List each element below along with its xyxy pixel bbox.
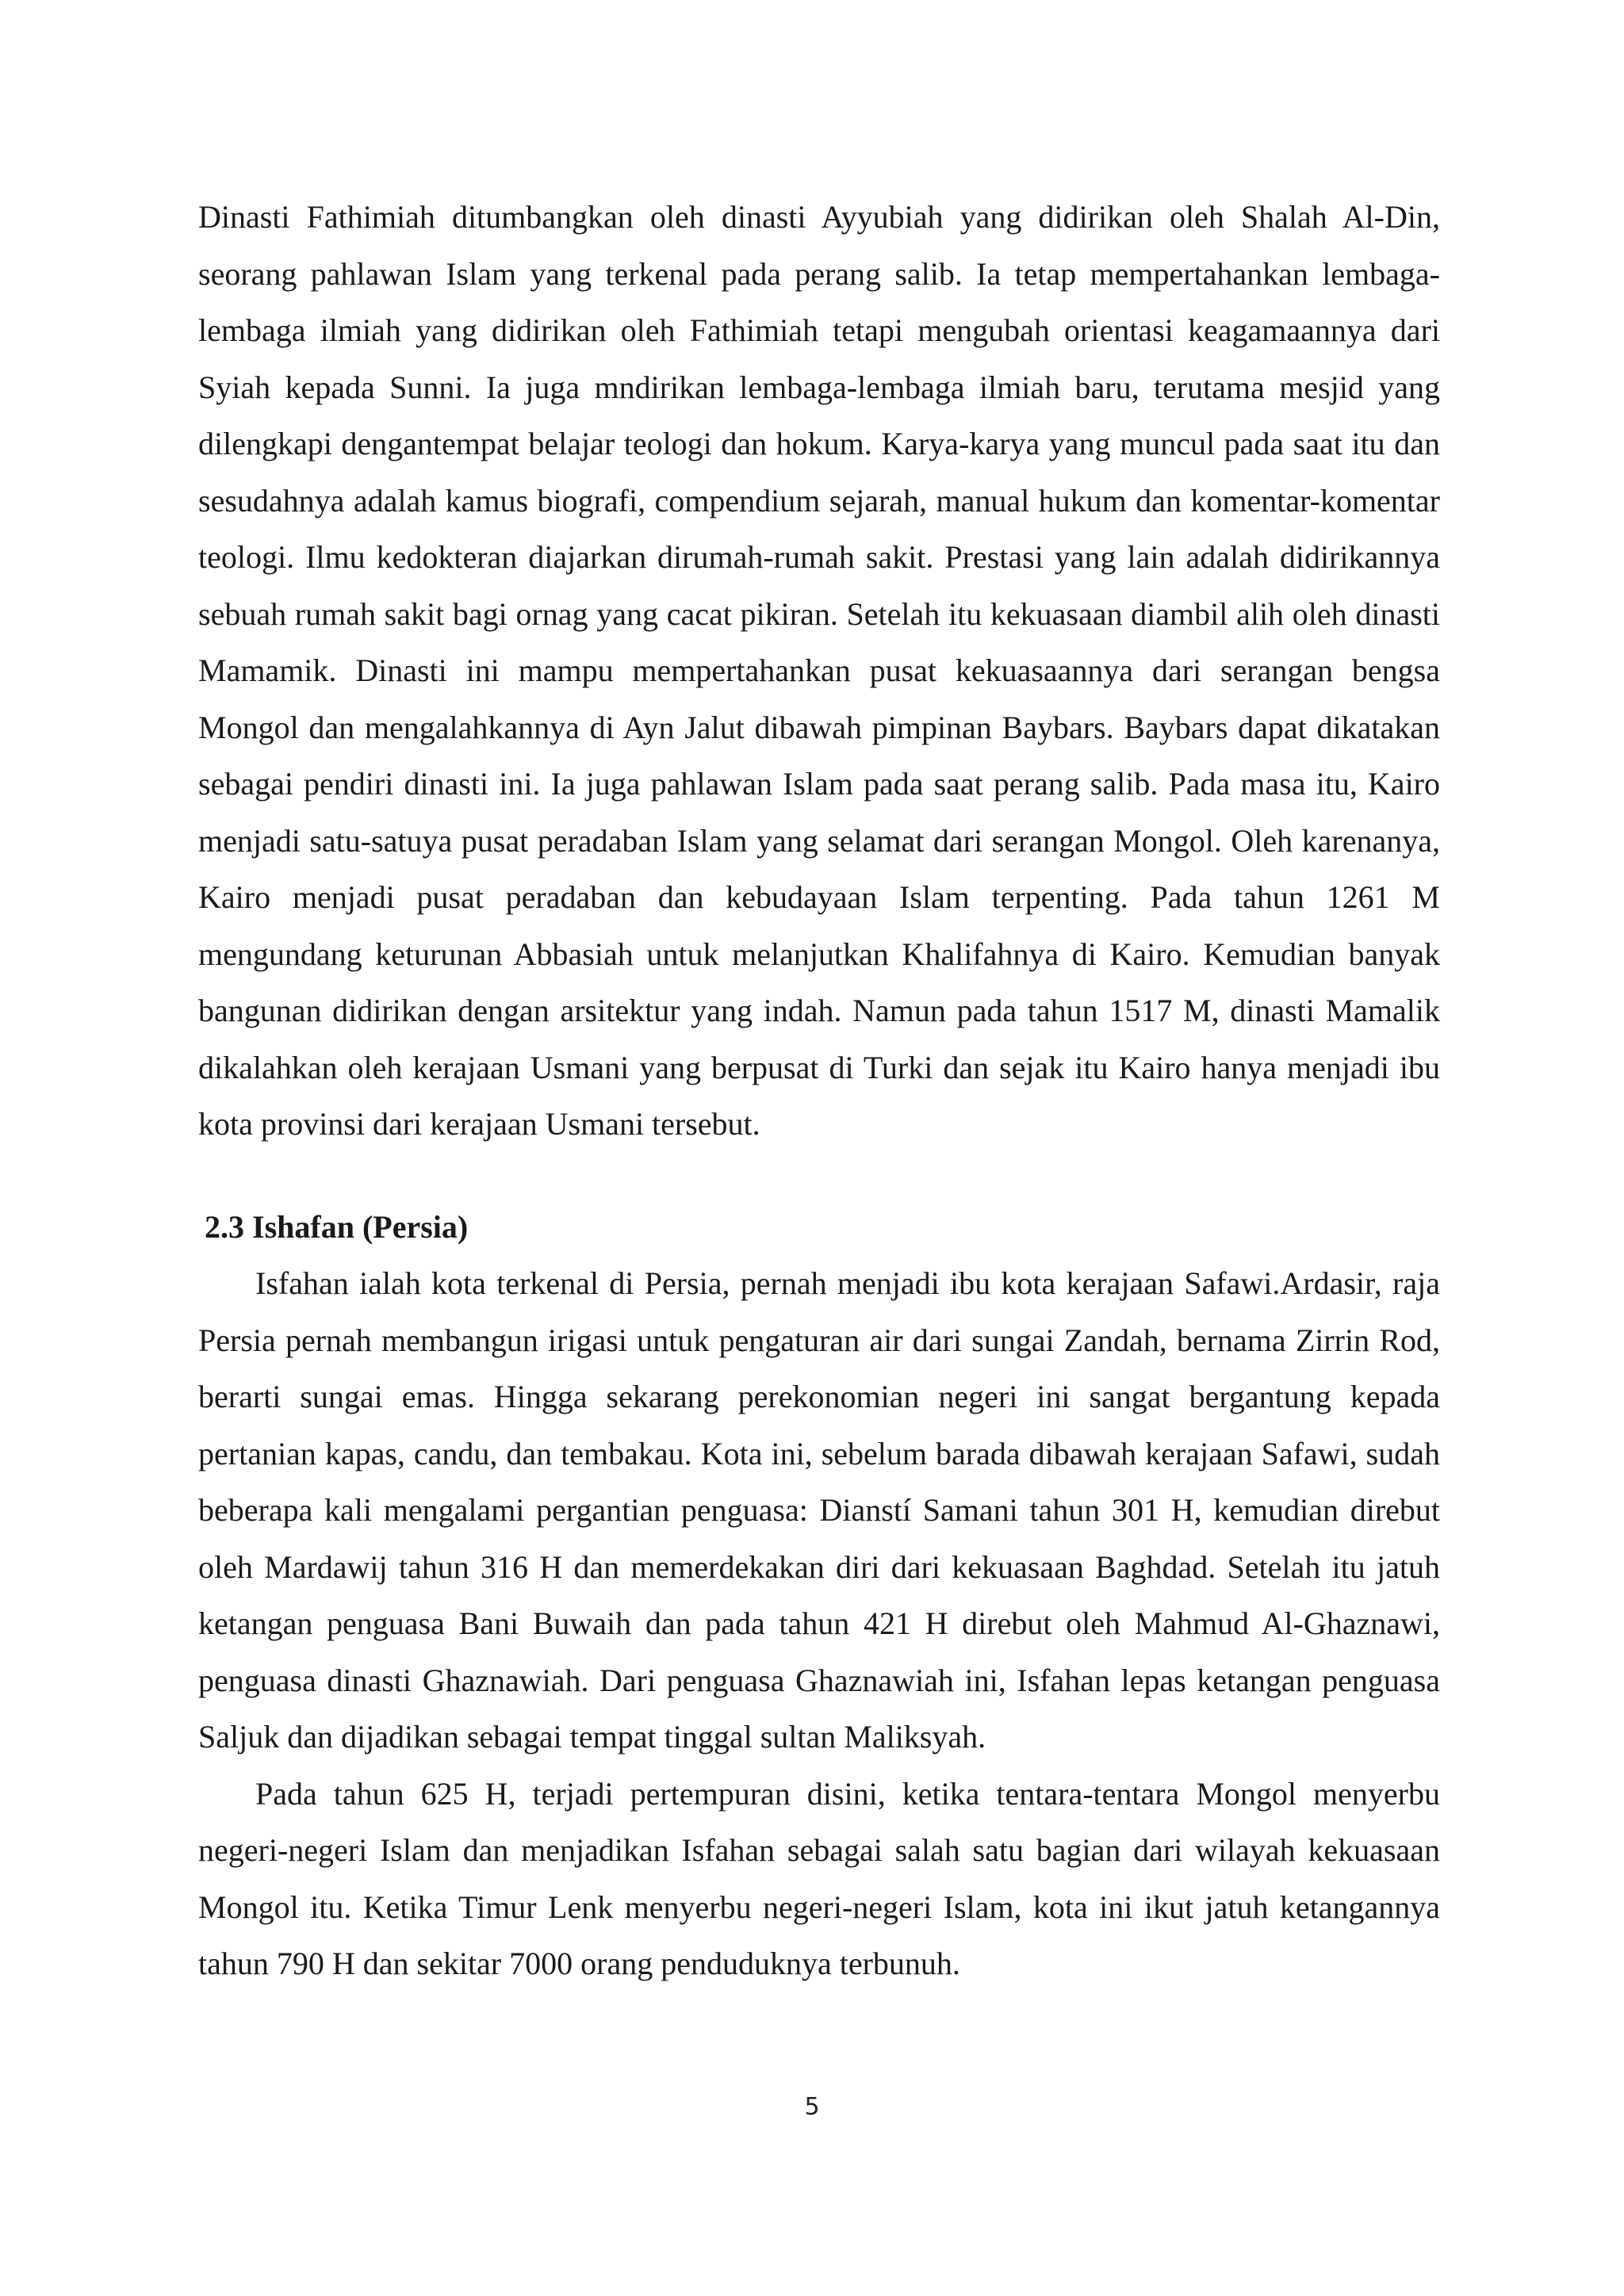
- page-number: 5: [804, 2093, 820, 2121]
- paragraph-isfahan-history: Isfahan ialah kota terkenal di Persia, pernah menjadi ibu kota kerajaan Safawi.Ardasir, raja Persia pernah membangun irigasi untuk pengaturan air dari sungai Zandah, bernama Zirrin Rod, berarti sungai emas. Hingga sekarang perekonomian negeri ini sangat bergantung kepada pertanian kapas, candu, dan tembakau. Kota ini, sebelum barada dibawah kerajaan Safawi, sudah beberapa kali mengalami pergantian penguasa: Dianstí Samani tahun 301 H, kemudian direbut oleh Mardawij tahun 316 H dan memerdekakan diri dari kekuasaan Baghdad. Setelah itu jatuh ketangan penguasa Bani Buwaih dan pada tahun 421 H direbut oleh Mahmud Al-Ghaznawi, penguasa dinasti Ghaznawiah. Dari penguasa Ghaznawiah ini, Isfahan lepas ketangan penguasa Saljuk dan dijadikan sebagai tempat tinggal sultan Maliksyah.: [198, 1265, 1440, 1755]
- paragraph-fathimiah-ayyubiah-mamluk: Dinasti Fathimiah ditumbangkan oleh dinasti Ayyubiah yang didirikan oleh Shalah Al-Din, seorang pahlawan Islam yang terkenal pada perang salib. Ia tetap mempertahankan lembaga-lembaga ilmiah yang didirikan oleh Fathimiah tetapi mengubah orientasi keagamaannya dari Syiah kepada Sunni. Ia juga mndirikan lembaga-lembaga ilmiah baru, terutama mesjid yang dilengkapi dengantempat belajar teologi dan hokum. Karya-karya yang muncul pada saat itu dan sesudahnya adalah kamus biografi, compendium sejarah, manual hukum dan komentar-komentar teologi. Ilmu kedokteran diajarkan dirumah-rumah sakit. Prestasi yang lain adalah didirikannya sebuah rumah sakit bagi ornag yang cacat pikiran. Setelah itu kekuasaan diambil alih oleh dinasti Mamamik. Dinasti ini mampu mempertahankan pusat kekuasaannya dari serangan bengsa Mongol dan mengalahkannya di Ayn Jalut dibawah pimpinan Baybars. Baybars dapat dikatakan sebagai pendiri dinasti ini. Ia juga pahlawan Islam pada saat perang salib. Pada masa itu, Kairo menjadi satu-satuya pusat peradaban Islam yang selamat dari serangan Mongol. Oleh karenanya, Kairo menjadi pusat peradaban dan kebudayaan Islam terpenting. Pada tahun 1261 M mengundang keturunan Abbasiah untuk melanjutkan Khalifahnya di Kairo. Kemudian banyak bangunan didirikan dengan arsitektur yang indah. Namun pada tahun 1517 M, dinasti Mamalik dikalahkan oleh kerajaan Usmani yang berpusat di Turki dan sejak itu Kairo hanya menjadi ibu kota provinsi dari kerajaan Usmani tersebut.: [198, 199, 1440, 1142]
- section-heading: 2.3 Ishafan (Persia): [205, 1208, 469, 1245]
- document-page: [198, 189, 1440, 1992]
- paragraph-isfahan-mongol: Pada tahun 625 H, terjadi pertempuran disini, ketika tentara-tentara Mongol menyerbu negeri-negeri Islam dan menjadikan Isfahan sebagai salah satu bagian dari wilayah kekuasaan Mongol itu. Ketika Timur Lenk menyerbu negeri-negeri Islam, kota ini ikut jatuh ketangannya tahun 790 H dan sekitar 7000 orang penduduknya terbunuh.: [198, 1775, 1440, 1981]
